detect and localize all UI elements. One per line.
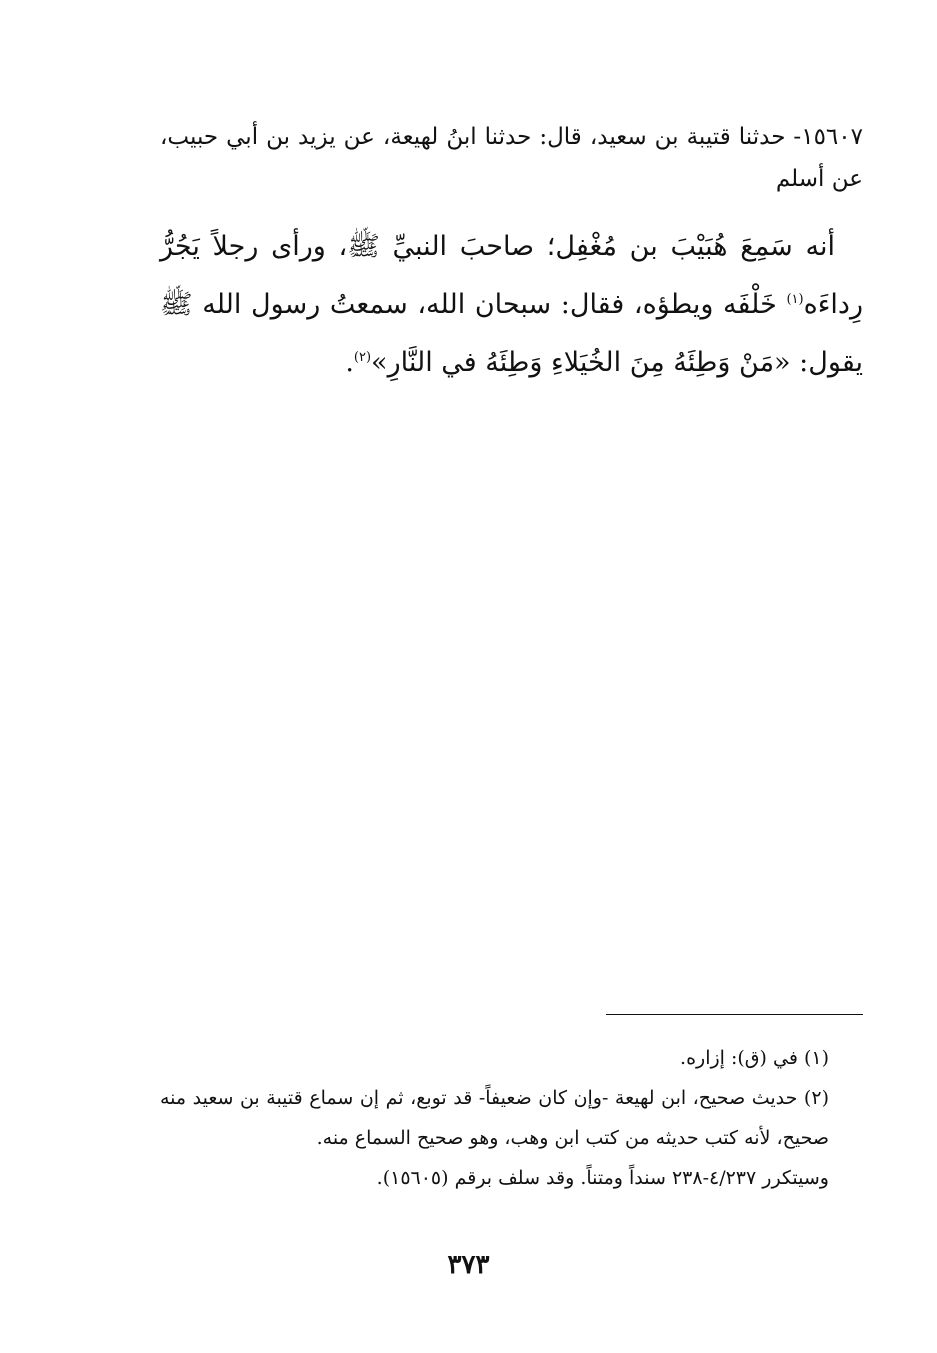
- footnote-separator: [606, 1014, 863, 1015]
- footnote-marker-2: (٢): [353, 350, 372, 365]
- matn-end: .: [345, 347, 354, 378]
- page-number: ٣٧٣: [447, 1250, 490, 1280]
- matn-text-1: أنه سَمِعَ هُبَيْبَ بن مُغْفِل؛ صاحبَ النبيِّ ﷺ، ورأى رجلاً يَجُرُّ رِداءَه: [160, 231, 863, 320]
- footnote-1: (١) في (ق): إزاره.: [680, 1047, 829, 1069]
- hadith-matn: [160, 218, 863, 392]
- footnotes: [160, 1038, 863, 1198]
- matn-text-2: خَلْفَه ويطؤه، فقال: سبحان الله، سمعتُ رسول الله ﷺ يقول: «مَنْ وَطِئَهُ مِنَ الخُيَلاءِ وَطِئَهُ في النَّارِ»: [160, 289, 863, 378]
- footnote-marker-1: (١): [786, 292, 804, 307]
- hadith-isnad: [160, 116, 863, 200]
- footnote-2-continuation: وسيتكرر ٤/٢٣٧-٢٣٨ سنداً ومتناً. وقد سلف برقم (١٥٦٠٥).: [376, 1167, 829, 1189]
- footnote-2: (٢) حديث صحيح، ابن لهيعة -وإن كان ضعيفاً- قد توبع، ثم إن سماع قتيبة بن سعيد منه صحيح، لأنه كتب حديثه من كتب ابن وهب، وهو صحيح السماع منه.: [160, 1087, 829, 1149]
- isnad-text: ١٥٦٠٧- حدثنا قتيبة بن سعيد، قال: حدثنا ابنُ لهيعة، عن يزيد بن أبي حبيب، عن أسلم: [160, 124, 863, 192]
